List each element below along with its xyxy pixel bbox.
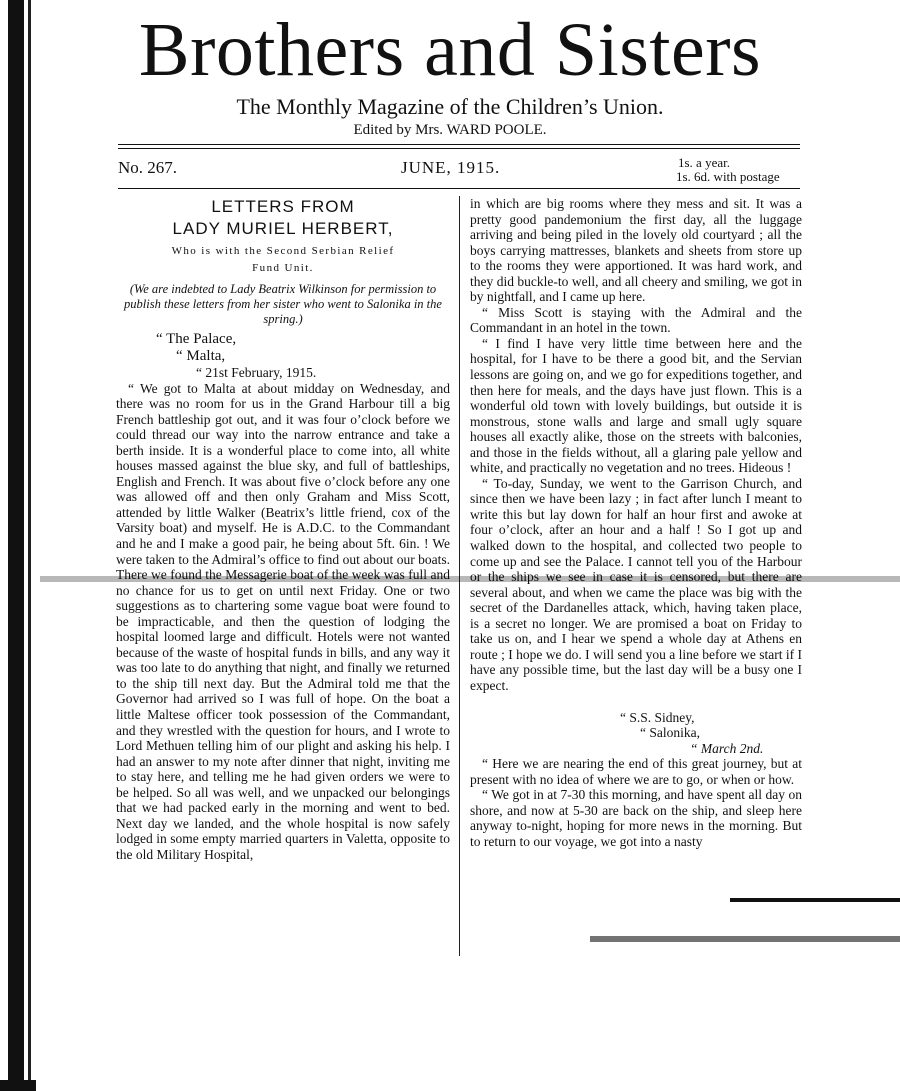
- article-intro-note: (We are indebted to Lady Beatrix Wilkinson for permission to publish these letters from her sister who went to Salonika in the spring.): [124, 282, 442, 326]
- article-subheading-line1: Who is with the Second Serbian Relief: [171, 245, 395, 257]
- letter1-paragraph3: “ I find I have very little time between here and the hospital, for I have to be there a good bit, and the Servian lessons are going on, and we go for expeditions together, and then here for meals, and the days have just flown. This is a wonderful old town with lovely buildings, but outside it is monstrous, stone walls and large and small ugly square houses all exactly alike, those on the streets with balconies, and those in the fields without, all a glaring pale yellow and white, and practically no vegetation and no trees. Hideous !: [470, 335, 802, 476]
- scan-corner-mark: [0, 1080, 36, 1091]
- article-heading-line2: LADY MURIEL HERBERT,: [172, 219, 394, 238]
- page-spine-edge: [0, 0, 34, 1091]
- letter1-date: “ 21st February, 1915.: [196, 365, 317, 380]
- letter1-address-line2: “ Malta,: [176, 348, 226, 364]
- article-heading-line1: LETTERS FROM: [211, 197, 355, 216]
- letter2-address-line2: “ Salonika,: [640, 725, 700, 741]
- letter2-paragraph1: “ Here we are nearing the end of this great journey, but at present with no idea of where we are to go, or when or how.: [470, 756, 802, 787]
- letter1-paragraph1: “ We got to Malta at about midday on Wednesday, and there was no room for us in the Grand Harbour till a big French battleship got out, and it was four o’clock before we could thread our way into the narrow entrance and take a berth inside. It is a wonderful place to come into, all white houses massed against the blue sky, and full of battleships, English and French. It was about five o’clock before any one was allowed off and then only Graham and Miss Scott, attended by little Walker (Beatrix’s little friend, cox of the Varsity boat) and myself. He is A.D.C. to the Commandant and he and I make a good pair, he being about 5ft. 6in. ! We were taken to the Admiral’s office to find out about our boats. There we found the Messagerie boat of the week was full and no chance for us to get on until next Friday. One or two suggestions as to chartering some vague boat were found to be impracticable, and then the question of lodging the hospital loomed large and difficult. Hotels were not wanted because of the waste of hospital funds in bills, and any way it was too late to do anything that night, and finally we returned to the ship till next day. But the Admiral told me that the Governor had arrived so I was full of hope. On the boat a little Maltese officer took possession of the Commandant, and they wrestled with the question for hours, and I wrote to Lord Methuen telling him of our plight and asking his help. I had an answer to my note after dinner that night, inviting me to stay here, and telling me he had given orders we were to be helped. So all was well, and we unpacked our belongings that we had packed early in the morning and went to bed. Next day we landed, and the whole hospital is now safely lodged in some empty married quarters in Valetta, opposite to the old Military Hospital,: [116, 380, 450, 862]
- issue-number: No. 267.: [118, 158, 178, 177]
- scan-streak-artifact: [40, 576, 900, 582]
- magazine-subtitle: The Monthly Magazine of the Children’s Union.: [236, 94, 664, 119]
- header-rule-top: [118, 144, 800, 145]
- letter2-date: “ March 2nd.: [690, 740, 764, 756]
- letter2-address-line1: “ S.S. Sidney,: [620, 709, 695, 725]
- header-rule-top-2: [118, 148, 800, 149]
- issue-info-line: [118, 156, 808, 186]
- letter2-paragraph2: “ We got in at 7-30 this morning, and have spent all day on shore, and now at 5-30 are back on the ship, and sleep here anyway to-night, hoping for more news in the morning. But to return to our voyage, we got into a nasty: [470, 787, 802, 849]
- scan-smudge-artifact: [590, 936, 900, 942]
- price-postage: 1s. 6d. with postage: [676, 169, 780, 184]
- price-year: 1s. a year.: [678, 155, 730, 170]
- letter1-paragraph4: “ To-day, Sunday, we went to the Garrison Church, and since then we have been lazy ; in fact after lunch I meant to write this but lay down for half an hour first and awoke at four o’clock, after an hour and a half ! So I got up and walked down to the hospital, and collected two people to come up and see the Palace. I cannot tell you of the Harbour or the ships we see in case it is censored, but there are several about, and when we came the place was big with the secret of the Dardanelles attack, which, having taken place, is a secret no longer. We are promised a boat on Friday to take us on, and I hear we spend a whole day at Athens en route ; I hope we do. I will send you a line before we start if I have any possible time, but the last day will be a busy one I expect.: [470, 475, 802, 693]
- issue-price: [676, 156, 780, 184]
- article-column-left: [116, 196, 450, 863]
- scan-line-artifact: [730, 898, 900, 902]
- masthead: [40, 8, 860, 140]
- magazine-title: Brothers and Sisters: [138, 8, 762, 92]
- letter1-paragraph1-cont: in which are big rooms where they mess and sit. It was a pretty good pandemonium the first day, all the luggage arriving and being piled in the lovely old courtyard ; all the boys carrying mattresses, blankets and sheets from store up to the rooms they were apportioned. It was hard work, and they did buckle-to well, and all cheery and smiling, we got in by nightfall, and I came up here.: [470, 196, 802, 305]
- header-rule-bottom: [118, 188, 800, 189]
- article-column-right: [470, 196, 802, 849]
- article-subheading-line2: Fund Unit.: [252, 262, 314, 274]
- letter1-address-line1: “ The Palace,: [156, 331, 237, 347]
- issue-date: JUNE, 1915.: [401, 158, 501, 177]
- editor-line: Edited by Mrs. WARD POOLE.: [353, 122, 547, 138]
- letter1-paragraph2: “ Miss Scott is staying with the Admiral and the Commandant in an hotel in the town.: [470, 304, 802, 336]
